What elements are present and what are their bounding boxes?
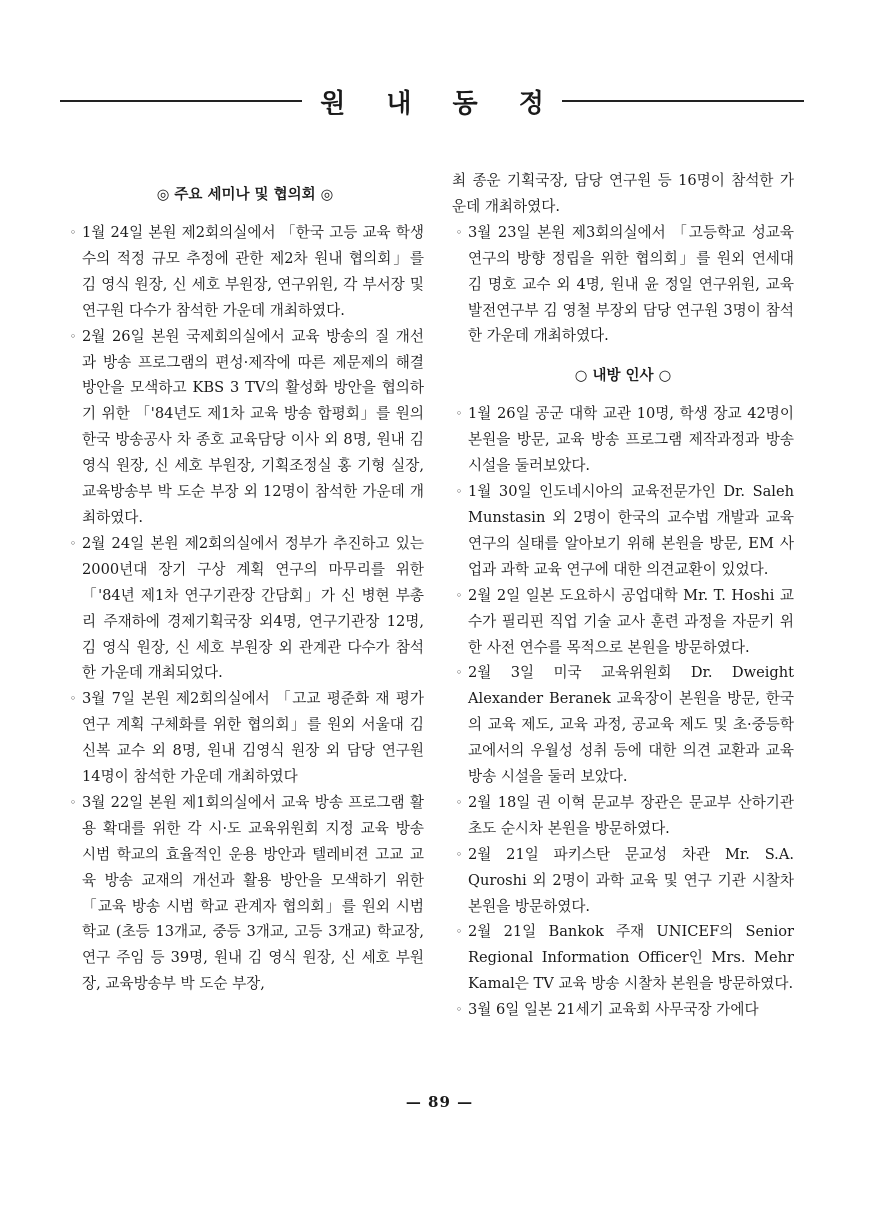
bullet-icon: ◦ <box>455 588 463 602</box>
list-item <box>452 583 794 661</box>
list-item-text: 3월 7일 본원 제2회의실에서 「고교 평준화 재 평가 연구 계획 구체화를 위한 협의회」를 원외 서울대 김 신복 교수 외 8명, 원내 김영식 원장 외 담당 연구원 14명이 참석한 가운데 개최하였다 <box>82 690 424 786</box>
bullet-icon: ◦ <box>455 407 463 421</box>
title-rule-left <box>60 100 302 102</box>
title-rule-right <box>562 100 804 102</box>
list-item-text: 2월 24일 본원 제2회의실에서 정부가 추진하고 있는 2000년대 장기 구상 계획 연구의 마무리를 위한 「'84년 제1차 연구기관장 간담회」가 신 병현 부총리 주재하에 경제기획국장 외4명, 연구기관장 12명, 김 영식 원장, 신 세호 부원장 외 관계관 다수가 참석한 가운데 개최되었다. <box>82 534 424 682</box>
list-item <box>452 997 794 1023</box>
list-item <box>452 479 794 583</box>
list-item-text: 2월 26일 본원 국제회의실에서 교육 방송의 질 개선과 방송 프로그램의 편성·제작에 따른 제문제의 해결 방안을 모색하고 KBS 3 TV의 활성화 방안을 협의하기 위한 「'84년도 제1차 교육 방송 합평회」를 원의 한국 방송공사 차 종호 교육담당 이사 외 8명, 원내 김 영식 원장, 신 세호 부원장, 기획조정실 홍 기형 실장, 교육방송부 박 도순 부장 외 12명이 참석한 가운데 개최하였다. <box>82 327 424 526</box>
list-item-text: 1월 24일 본원 제2회의실에서 「한국 고등 교육 학생수의 적정 규모 추정에 관한 제2차 원내 협의회」를 김 영식 원장, 신 세호 부원장, 연구위원, 각 부서장 및 연구원 다수가 참석한 가운데 개최하였다. <box>82 224 424 319</box>
continued-paragraph: 최 종운 기획국장, 담당 연구원 등 16명이 참석한 가운데 개최하였다. <box>452 172 794 215</box>
list-item <box>66 220 424 324</box>
list-item-text: 3월 22일 본원 제1회의실에서 교육 방송 프로그램 활용 확대를 위한 각 시·도 교육위원회 지정 교육 방송 시범 학교의 효율적인 운용 방안과 텔레비젼 고교 교육 방송 교재의 개선과 활용 방안을 모색하기 위한 「교육 방송 시범 학교 관계자 협의회」를 원외 시범 학교 (초등 13개교, 중등 3개교, 고등 3개교) 학교장, 연구 주임 등 39명, 원내 김 영식 원장, 신 세호 부원장, 교육방송부 박 도순 부장, <box>82 793 425 993</box>
list-item-text: 2월 2일 일본 도요하시 공업대학 Mr. T. Hoshi 교수가 필리핀 직업 기술 교사 훈련 과정을 자문키 위한 사전 연수를 목적으로 본원을 방문하였다. <box>468 586 794 656</box>
page-number: — 89 — <box>405 1093 474 1111</box>
section-heading-seminars: ◎ 주요 세미나 및 협의회 ◎ <box>156 187 334 203</box>
list-item-text: 1월 30일 인도네시아의 교육전문가인 Dr. Saleh Munstasin 외 2명이 한국의 교수법 개발과 교육 연구의 실태를 알아보기 위해 본원을 방문, EM 사업과 과학 교육 연구에 대한 의견교환이 있었다. <box>468 483 794 578</box>
right-column <box>452 168 794 1023</box>
list-item-text: 2월 3일 미국 교육위원회 Dr. Dweight Alexander Beranek 교육장이 본원을 방문, 한국의 교육 제도, 교육 과정, 공교육 제도 및 초·중등학교에서의 우월성 성취 등에 대한 의견 교환과 교육 방송 시설을 둘러 보았다. <box>468 664 794 786</box>
list-item-text: 2월 21일 Bankok 주재 UNICEF의 Senior Regional Information Officer인 Mrs. Mehr Kamal은 TV 교육 방송 시찰차 본원을 방문하였다. <box>468 923 794 993</box>
list-item <box>452 401 794 479</box>
bullet-icon: ◦ <box>455 925 463 939</box>
bullet-icon: ◦ <box>455 225 463 239</box>
bullet-icon: ◦ <box>455 666 463 680</box>
list-item-text: 3월 23일 본원 제3회의실에서 「고등학교 성교육 연구의 방향 정립을 위한 협의회」를 원외 연세대 김 명호 교수 외 4명, 원내 윤 정일 연구위원, 교육발전연구부 김 영철 부장외 담당 연구원 3명이 참석한 가운데 개최하였다. <box>468 223 794 345</box>
seminar-list-continued <box>452 220 794 350</box>
bullet-icon: ◦ <box>455 485 463 499</box>
list-item <box>452 790 794 842</box>
list-item <box>66 790 424 997</box>
list-item-text: 2월 18일 권 이혁 문교부 장관은 문교부 산하기관 초도 순시차 본원을 방문하였다. <box>468 793 794 837</box>
list-item-text: 3월 6일 일본 21세기 교육회 사무국장 가에다 <box>468 1001 759 1019</box>
page-title: 원 내 동 정 <box>320 88 560 119</box>
bullet-icon: ◦ <box>455 847 463 861</box>
bullet-icon: ◦ <box>455 795 463 809</box>
seminar-list <box>66 220 424 997</box>
bullet-icon: ◦ <box>69 329 77 343</box>
bullet-icon: ◦ <box>69 692 77 706</box>
left-column <box>66 168 424 997</box>
bullet-icon: ◦ <box>69 536 77 550</box>
list-item-text: 1월 26일 공군 대학 교관 10명, 학생 장교 42명이 본원을 방문, 교육 방송 프로그램 제작과정과 방송 시설을 둘러보았다. <box>468 405 794 475</box>
list-item <box>66 324 424 531</box>
list-item <box>452 919 794 997</box>
bullet-icon: ◦ <box>69 226 77 239</box>
list-item-text: 2월 21일 파키스탄 문교성 차관 Mr. S.A. Quroshi 외 2명이 과학 교육 및 연구 기관 시찰차 본원을 방문하였다. <box>468 845 794 915</box>
list-item <box>452 842 794 920</box>
bullet-icon: ◦ <box>69 795 77 809</box>
list-item <box>452 220 794 350</box>
section-heading-visitors: ○ 내방 인사 ○ <box>574 368 672 385</box>
bullet-icon: ◦ <box>455 1003 463 1017</box>
list-item <box>66 531 424 686</box>
page-title-row <box>60 86 804 119</box>
list-item <box>452 660 794 790</box>
visitor-list <box>452 401 794 1023</box>
list-item <box>66 686 424 790</box>
